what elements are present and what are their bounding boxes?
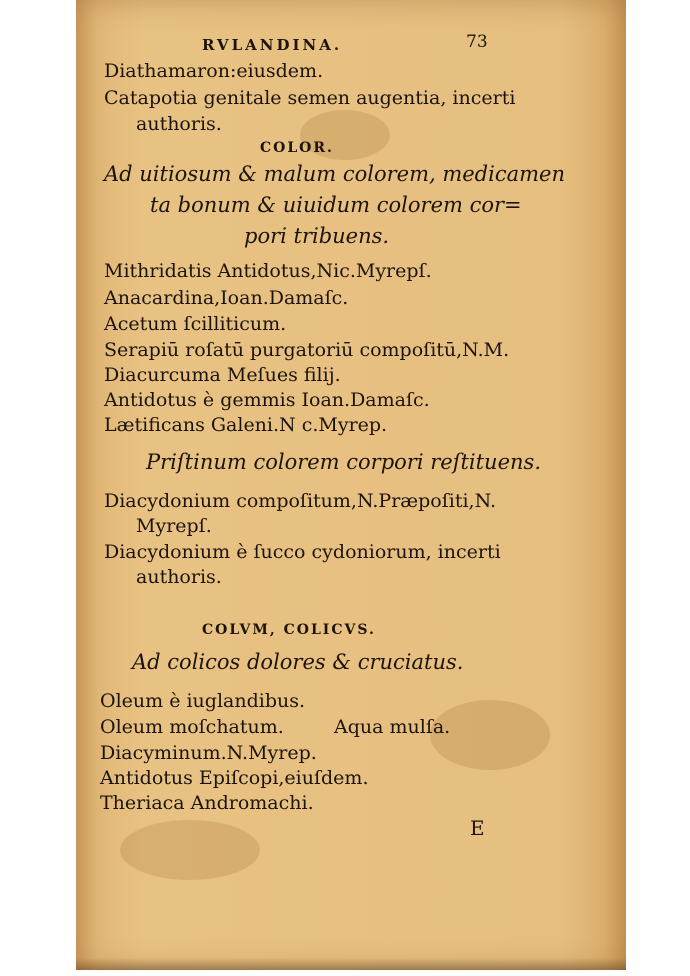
list-item: Acetum ſcilliticum. xyxy=(104,313,287,335)
signature-mark: E xyxy=(470,816,485,840)
entry-line: Diathamaron:eiusdem. xyxy=(104,60,324,82)
running-title: RVLANDINA. xyxy=(202,36,343,54)
list-item: Serapiū roſatū purgatoriū compoſitū,N.M. xyxy=(104,339,510,361)
section-title-color: COLOR. xyxy=(260,140,334,156)
section-heading-line: pori tribuens. xyxy=(244,224,390,248)
list-item: Oleum moſchatum. xyxy=(100,716,284,738)
section-subheading: Priſtinum colorem corpori reſtituens. xyxy=(146,450,541,474)
section-heading-line: ta bonum & uiuidum colorem cor= xyxy=(150,193,522,217)
list-item: Lætificans Galeni.N c.Myrep. xyxy=(104,414,388,436)
entry-line: Catapotia genitale semen augentia, incerti xyxy=(104,87,516,109)
list-item: Diacydonium è ſucco cydoniorum, incerti xyxy=(104,541,501,563)
list-item: Aqua mulſa. xyxy=(334,716,451,738)
list-item: Antidotus Epiſcopi,eiuſdem. xyxy=(100,767,369,789)
list-item: Theriaca Andromachi. xyxy=(100,792,314,814)
list-item: Diacyminum.N.Myrep. xyxy=(100,742,317,764)
list-item: Antidotus è gemmis Ioan.Damaſc. xyxy=(104,389,430,411)
section-heading: Ad colicos dolores & cruciatus. xyxy=(132,650,464,674)
section-heading-line: Ad uitiosum & malum colorem, medicamen xyxy=(104,162,565,186)
paper-stain xyxy=(120,820,260,880)
list-item: authoris. xyxy=(136,566,222,588)
list-item: Myrepſ. xyxy=(136,515,212,537)
list-item: Diacurcuma Meſues filij. xyxy=(104,364,341,386)
list-item: Diacydonium compoſitum,N.Præpoſiti,N. xyxy=(104,490,497,512)
page-edge-shadow xyxy=(76,958,626,970)
list-item: Oleum è iuglandibus. xyxy=(100,690,306,712)
folio-number: 73 xyxy=(466,32,488,52)
entry-line: authoris. xyxy=(136,113,222,135)
list-item: Mithridatis Antidotus,Nic.Myrepſ. xyxy=(104,260,432,282)
list-item: Anacardina,Ioan.Damaſc. xyxy=(104,287,349,309)
section-title-colum: COLVM, COLICVS. xyxy=(202,622,376,638)
